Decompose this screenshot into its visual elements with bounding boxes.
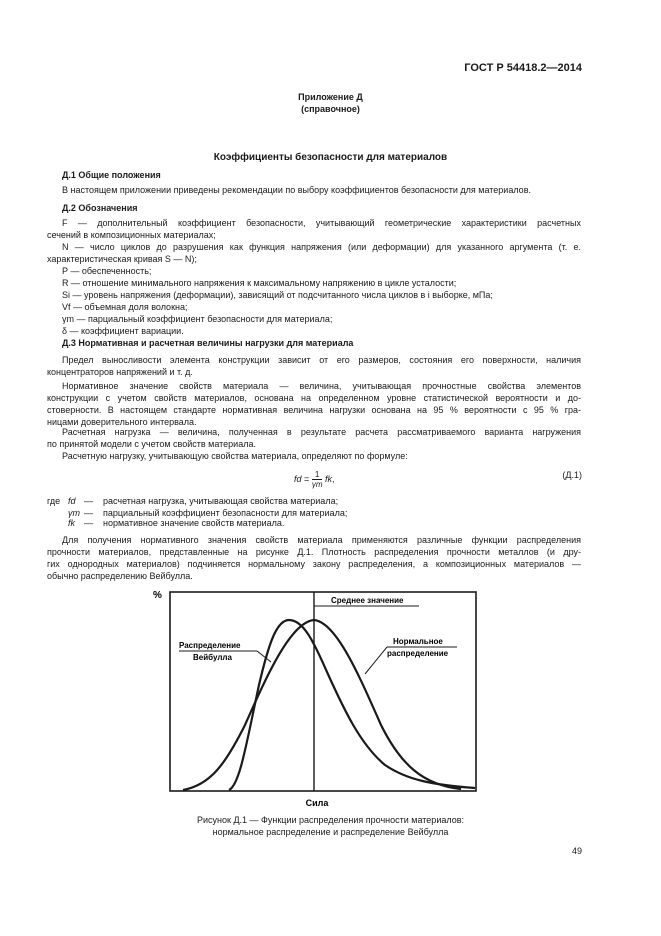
- definition-line: Si — уровень напряжения (деформации), зависящий от подсчитанного числа циклов в i выборке, мПа;: [62, 290, 493, 300]
- where-text: нормативное значение свойств материала.: [103, 518, 285, 528]
- where-dash: —: [84, 496, 93, 506]
- figure-caption: Рисунок Д.1 — Функции распределения прочности материалов:: [197, 815, 464, 825]
- plot-frame: [170, 592, 476, 791]
- formula-denominator: γm: [311, 480, 323, 489]
- definition-line: P — обеспеченность;: [62, 266, 152, 276]
- definition-line: δ — коэффициент вариации.: [62, 326, 184, 336]
- definition-line: характеристическая кривая S — N);: [47, 254, 197, 264]
- distribution-figure: [153, 580, 495, 816]
- definition-line: сечений в композиционных материалах;: [47, 230, 216, 240]
- weibull-label: Распределение: [179, 641, 241, 650]
- definition-line: N — число циклов до разрушения как функция напряжения (или деформации) для указанного аргумента (т. е.: [62, 242, 581, 252]
- where-text: парциальный коэффициент безопасности для материала;: [103, 508, 348, 518]
- where-label: где: [47, 496, 61, 506]
- paragraph-line: гих однородных материалов) подчиняется нормальному закону распределения, а композиционных материалов —: [47, 559, 581, 569]
- where-symbol: fd: [68, 496, 76, 506]
- section-1-text: В настоящем приложении приведены рекомендации по выбору коэффициентов безопасности для материалов.: [62, 185, 531, 195]
- paragraph-line: Расчетную нагрузку, учитывающую свойства материала, определяют по формуле:: [62, 451, 408, 461]
- definition-line: R — отношение минимального напряжения к максимальному напряжению в цикле усталости;: [62, 278, 457, 288]
- figure-caption: нормальное распределение и распределение Вейбулла: [212, 827, 449, 837]
- section-heading-3: Д.3 Нормативная и расчетная величины нагрузки для материала: [62, 338, 354, 348]
- paragraph-line: Нормативное значение свойств материала — величина, учитывающая прочностные свойства элементов: [62, 381, 581, 391]
- appendix-subtitle: (справочное): [301, 104, 360, 114]
- formula-number: (Д.1): [562, 470, 582, 480]
- weibull-label: Вейбулла: [193, 653, 232, 662]
- mean-label: Среднее значение: [331, 596, 404, 605]
- y-axis-label: %: [153, 590, 162, 601]
- formula-eq: =: [304, 473, 310, 484]
- definition-line: γm — парциальный коэффициент безопасности для материала;: [62, 314, 333, 324]
- definition-line: Vf — объемная доля волокна;: [62, 302, 188, 312]
- paragraph-line: конструкции с учетом свойств материалов, основана на определенном уровне статистической вероятности и до-: [47, 393, 581, 403]
- where-dash: —: [84, 518, 93, 528]
- paragraph-line: Расчетная нагрузка — величина, полученная в результате расчета рассматриваемого варианта нагружения: [62, 427, 581, 437]
- paragraph-line: Предел выносливости элемента конструкции зависит от его размеров, состояния его поверхности, наличия: [62, 355, 581, 365]
- where-symbol: fk: [68, 518, 76, 528]
- x-axis-label: Сила: [305, 798, 329, 808]
- paragraph-line: обычно распределению Вейбулла.: [47, 571, 193, 581]
- paragraph-line: Для получения нормативного значения свойств материала применяются различные функции распределения: [62, 535, 581, 545]
- formula-tail: ,: [332, 473, 335, 484]
- normal-leader: [365, 647, 387, 674]
- formula-numerator: 1: [312, 470, 323, 480]
- paragraph-line: по принятой модели с учетом свойств материала.: [47, 439, 256, 449]
- normal-label: распределение: [387, 649, 449, 658]
- page-number: 49: [571, 846, 582, 856]
- where-text: расчетная нагрузка, учитывающая свойства материала;: [103, 496, 339, 506]
- section-heading-2: Д.2 Обозначения: [62, 203, 138, 213]
- appendix-title: Приложение Д: [298, 92, 363, 102]
- paragraph-line: концентраторов напряжений и т. д.: [47, 367, 193, 377]
- paragraph-line: стоверности. В настоящем стандарте нормативная величина нагрузки основана на 95 % вероятности с 95 % гра-: [47, 405, 581, 415]
- standard-header: ГОСТ Р 54418.2—2014: [464, 62, 582, 74]
- formula-fraction: [312, 470, 323, 489]
- main-title: Коэффициенты безопасности для материалов: [213, 152, 448, 163]
- paragraph-line: ницами доверительного интервала.: [47, 417, 197, 427]
- paragraph-line: прочности материалов, представленные на рисунке Д.1. Плотность распределения прочности металлов (и дру-: [47, 547, 581, 557]
- formula: [294, 470, 335, 489]
- formula-lhs: fd: [294, 473, 302, 484]
- formula-rhs: fk: [325, 473, 333, 484]
- section-heading-1: Д.1 Общие положения: [62, 170, 161, 180]
- where-symbol: γm: [68, 508, 80, 518]
- weibull-leader: [257, 651, 271, 662]
- definition-line: F — дополнительный коэффициент безопасности, учитывающий геометрические характеристики расчетных: [62, 218, 581, 228]
- normal-label: Нормальное: [393, 637, 443, 646]
- where-dash: —: [84, 508, 93, 518]
